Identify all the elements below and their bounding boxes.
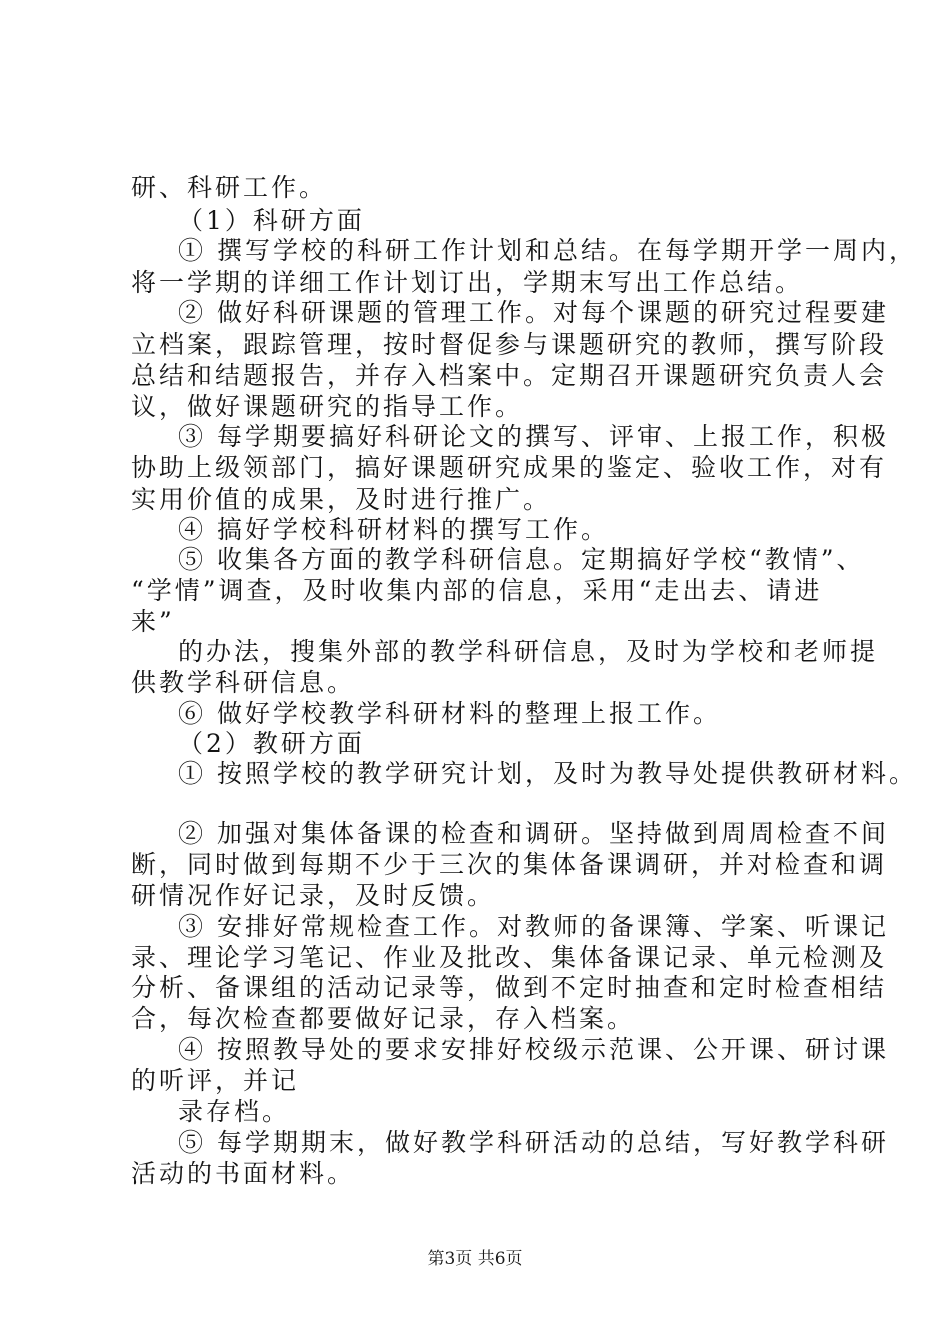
text-line: 来” [131,607,175,636]
text-line: 断，同时做到每期不少于三次的集体备课调研，并对检查和调 [131,850,888,879]
text-line: 的办法，搜集外部的教学科研信息，及时为学校和老师提 [178,637,879,666]
text-line: 研、科研工作。 [131,173,328,202]
text-line: ① 按照学校的教学研究计划，及时为教导处提供教研材料。 [178,759,917,788]
text-line: 总结和结题报告，并存入档案中。定期召开课题研究负责人会 [131,361,888,390]
text-line: ③ 安排好常规检查工作。对教师的备课簿、学案、听课记 [178,912,889,941]
text-line: ② 做好科研课题的管理工作。对每个课题的研究过程要建 [178,298,889,327]
text-line: 合，每次检查都要做好记录，存入档案。 [131,1004,636,1033]
text-line: （1）科研方面 [178,206,365,235]
text-line: 立档案，跟踪管理，按时督促参与课题研究的教师，撰写阶段 [131,330,888,359]
text-line: ⑤ 每学期期末，做好教学科研活动的总结，写好教学科研 [178,1128,889,1157]
text-line: 议，做好课题研究的指导工作。 [131,392,524,421]
page-footer: 第3页 共6页 [427,1249,523,1269]
text-line: ④ 按照教导处的要求安排好校级示范课、公开课、研讨课 [178,1035,889,1064]
text-line: ④ 搞好学校科研材料的撰写工作。 [178,515,609,544]
text-line: ③ 每学期要搞好科研论文的撰写、评审、上报工作，积极 [178,422,889,451]
text-line: “学情”调查，及时收集内部的信息，采用“走出去、请进 [131,576,823,605]
text-line: 录、理论学习笔记、作业及批改、集体备课记录、单元检测及 [131,943,888,972]
text-line: 协助上级领部门，搞好课题研究成果的鉴定、验收工作，对有 [131,453,888,482]
text-line: 的听评，并记 [131,1066,300,1095]
text-line: （2）教研方面 [178,729,365,758]
text-line: ② 加强对集体备课的检查和调研。坚持做到周周检查不间 [178,819,889,848]
text-line: 研情况作好记录，及时反馈。 [131,881,496,910]
text-line: 供教学科研信息。 [131,668,356,697]
text-line: 活动的书面材料。 [131,1159,356,1188]
text-line: 分析、备课组的活动记录等，做到不定时抽查和定时检查相结 [131,973,888,1002]
text-line: ⑥ 做好学校教学科研材料的整理上报工作。 [178,699,721,728]
text-line: ① 撰写学校的科研工作计划和总结。在每学期开学一周内， [178,236,917,265]
text-line: 实用价值的成果，及时进行推广。 [131,485,552,514]
text-line: ⑤ 收集各方面的教学科研信息。定期搞好学校“教情”、 [178,545,865,574]
text-line: 将一学期的详细工作计划订出，学期末写出工作总结。 [131,268,804,297]
text-line: 录存档。 [178,1097,291,1126]
